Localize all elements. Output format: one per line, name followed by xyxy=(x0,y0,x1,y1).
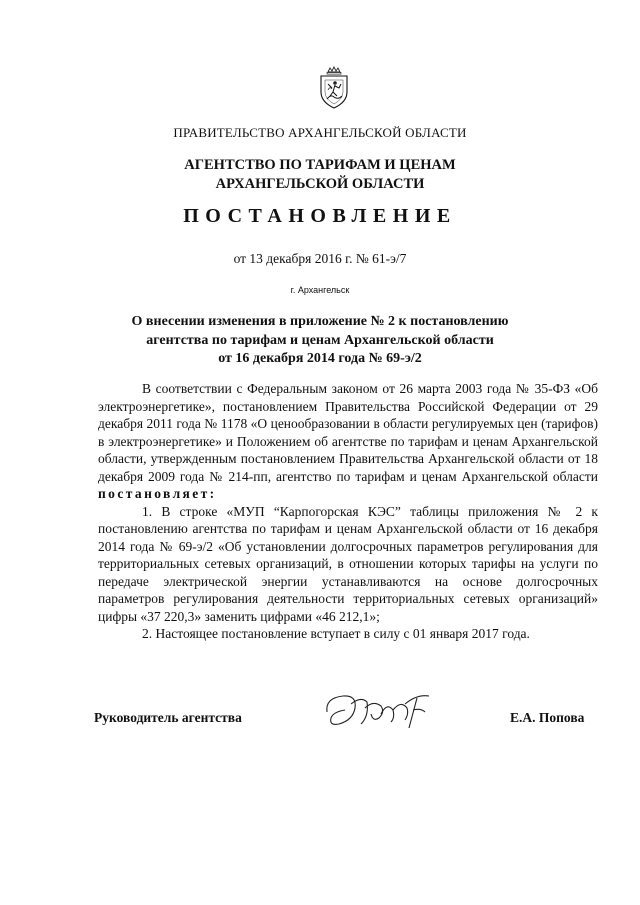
document-body xyxy=(98,380,598,643)
government-name: ПРАВИТЕЛЬСТВО АРХАНГЕЛЬСКОЙ ОБЛАСТИ xyxy=(173,125,467,140)
coat-of-arms-icon xyxy=(319,66,349,110)
decree-item-1: 1. В строке «МУП “Карпогорская КЭС” таблицы приложения № 2 к постановлению агентства по тарифам и ценам Архангельской области от 16 декабря 2014 года № 69-э/2 «Об установлении долгосрочных параметров регулирования для территориальных сетевых организаций, в отношении которых тарифы на услуги по передаче электрической энергии устанавливаются на основе долгосрочных параметров регулирования деятельности территориальных сетевых организаций» цифры «37 220,3» заменить цифрами «46 212,1»; xyxy=(98,503,598,624)
subject-line3: от 16 декабря 2014 года № 69-э/2 xyxy=(218,351,422,366)
agency-name-line1: АГЕНТСТВО ПО ТАРИФАМ И ЦЕНАМ xyxy=(184,157,456,173)
document-date-number: от 13 декабря 2016 г. № 61-э/7 xyxy=(233,251,407,266)
document-subject xyxy=(0,313,640,369)
subject-line1: О внесении изменения в приложение № 2 к постановлению xyxy=(131,314,509,329)
document-city: г. Архангельск xyxy=(290,285,350,295)
subject-line2: агентства по тарифам и ценам Архангельской области xyxy=(146,332,494,348)
agency-name xyxy=(0,156,640,194)
signature-image xyxy=(321,690,433,734)
agency-name-line2: АРХАНГЕЛЬСКОЙ ОБЛАСТИ xyxy=(215,176,425,192)
signatory-name: Е.А. Попова xyxy=(510,710,585,725)
document-type: ПОСТАНОВЛЕНИЕ xyxy=(183,205,457,227)
decree-item-2: 2. Настоящее постановление вступает в силу с 01 января 2017 года. xyxy=(142,626,530,641)
signatory-position: Руководитель агентства xyxy=(94,710,242,725)
decree-word: постановляет: xyxy=(98,486,217,501)
preamble-text: В соответствии с Федеральным законом от 26 марта 2003 года № 35-ФЗ «Об электроэнергетике», постановлением Правительства Российской Федерации от 29 декабря 2011 года № 1178 «О ценообразовании в области регулируемых цен (тарифов) в электроэнергетике» и Положением об агентстве по тарифам и ценам Архангельской области, утвержденным постановлением Правительства Архангельской области от 18 декабря 2009 года № 214-пп, агентство по тарифам и ценам Архангельской области xyxy=(98,381,598,484)
preamble-paragraph xyxy=(98,380,598,503)
